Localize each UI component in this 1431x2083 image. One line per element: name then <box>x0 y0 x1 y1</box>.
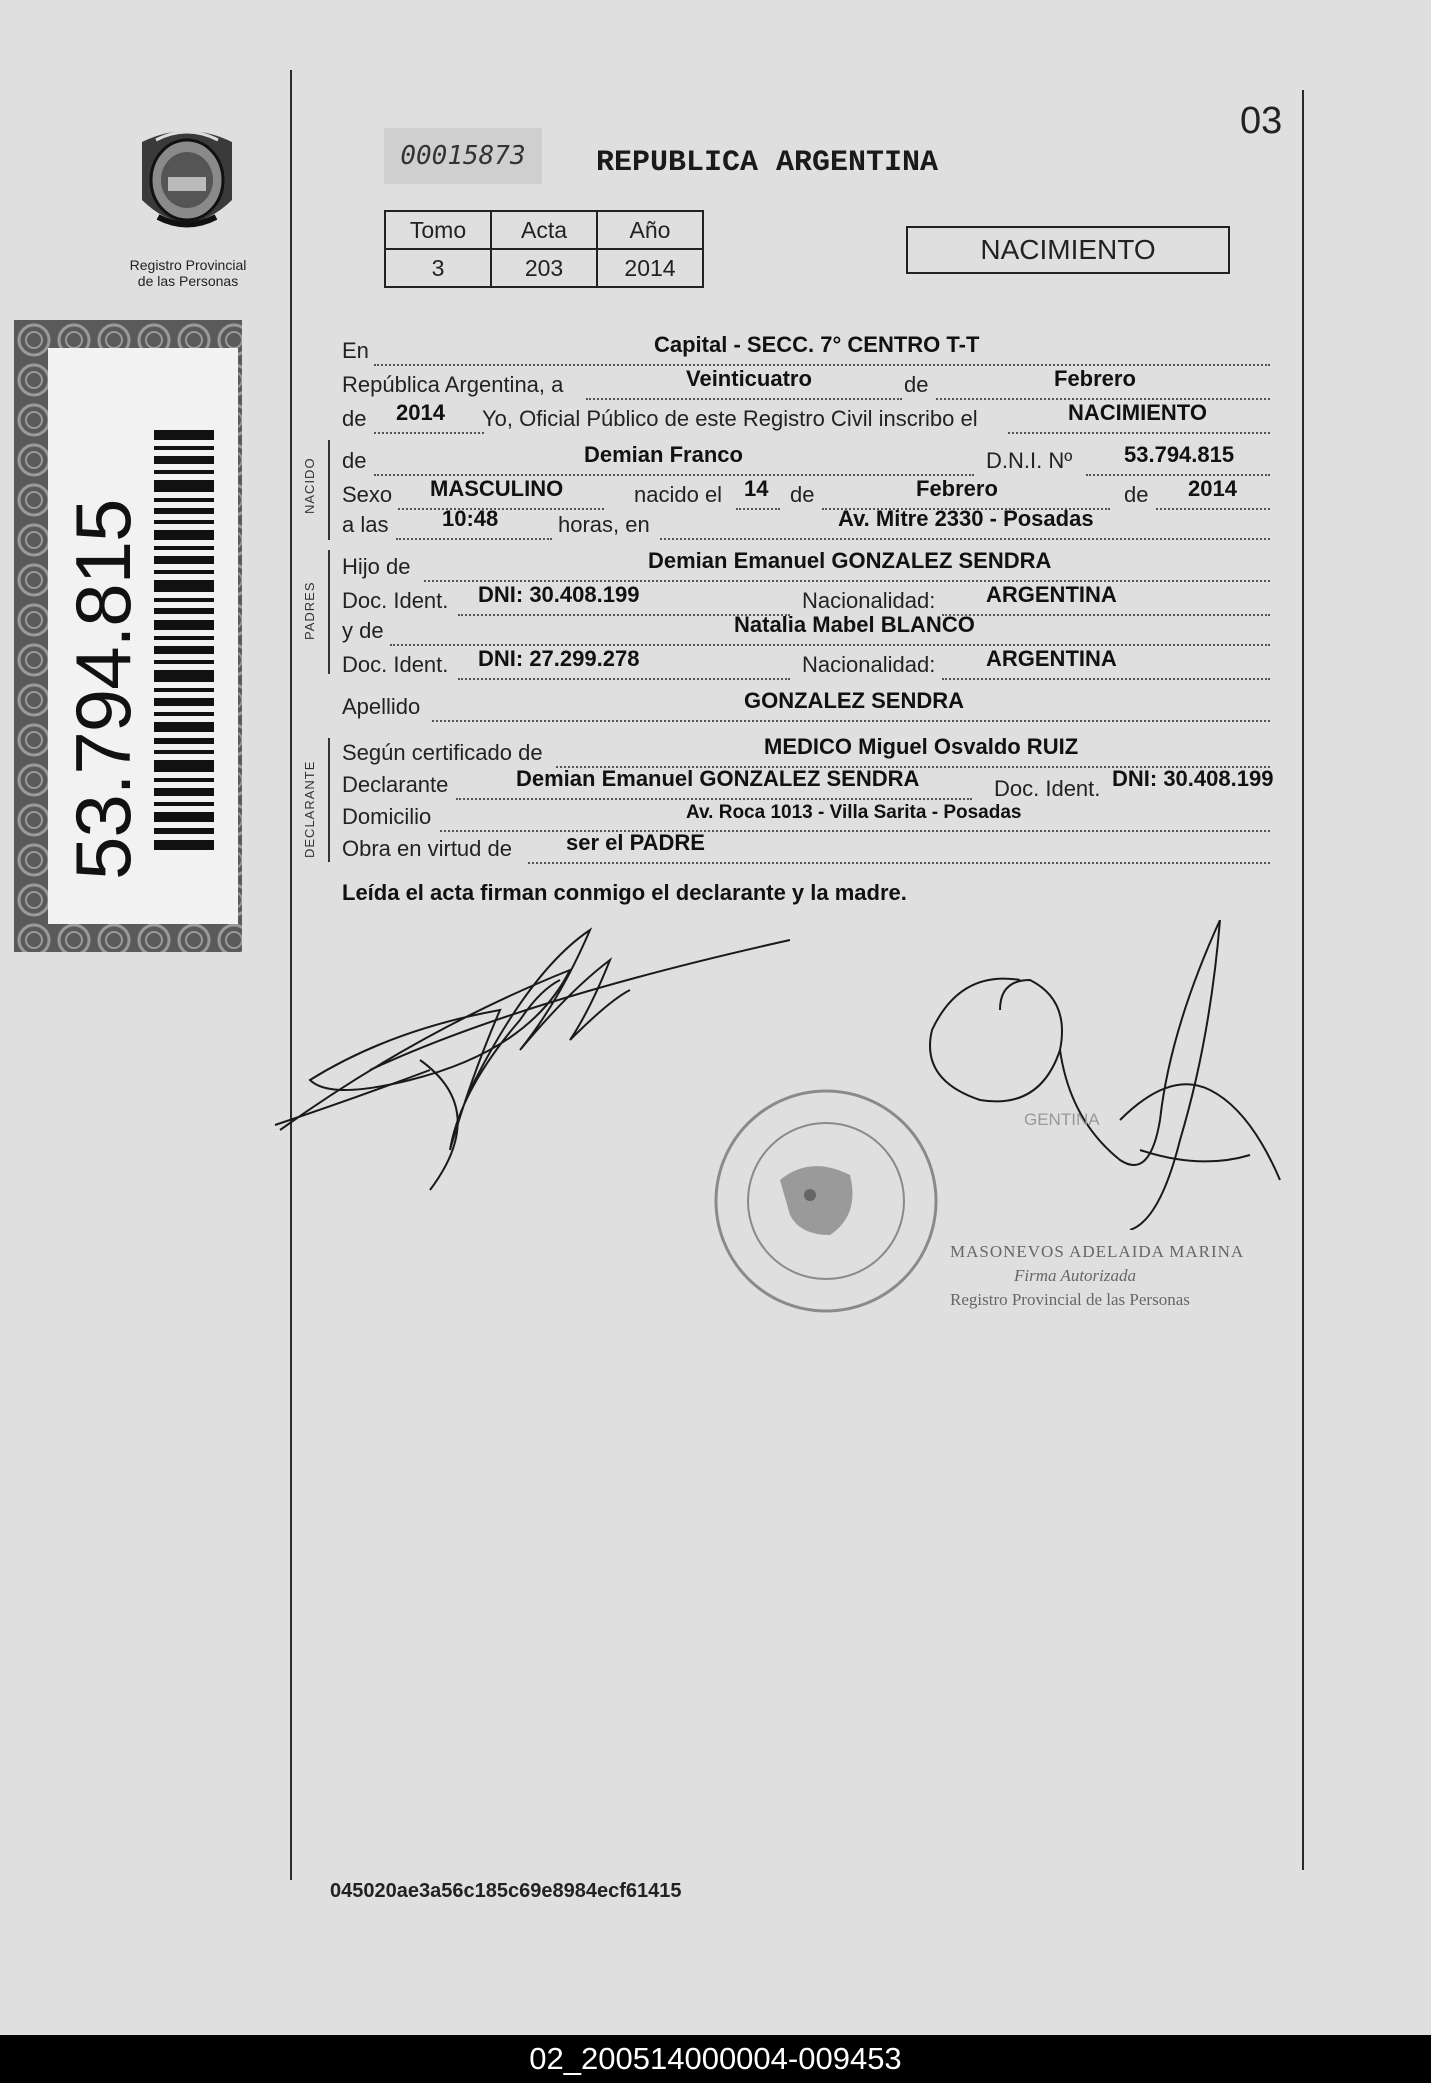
control-number: 00015873 <box>384 128 542 184</box>
authority-block <box>950 1110 1245 1312</box>
row-domicilio <box>342 804 1282 836</box>
row-statement <box>342 400 1282 438</box>
mother-doc-label: Doc. Ident. <box>342 652 449 677</box>
authority-name: MASONEVOS ADELAIDA MARINA <box>950 1242 1245 1261</box>
mother-nationality: ARGENTINA <box>986 646 1117 671</box>
ref-value-acta: 203 <box>491 249 597 287</box>
de-label-3: de <box>1124 482 1149 507</box>
domicilio-value: Av. Roca 1013 - Villa Sarita - Posadas <box>686 802 1022 823</box>
birth-place: Av. Mitre 2330 - Posadas <box>838 506 1094 531</box>
ref-header-acta: Acta <box>491 211 597 249</box>
declarante-section-label: DECLARANTE <box>302 760 317 858</box>
day-value: Veinticuatro <box>686 366 812 391</box>
authority-faint-label: GENTINA <box>1024 1110 1100 1129</box>
dni-vertical-number: 53.794.815 <box>59 499 147 880</box>
alas-label: a las <box>342 512 389 537</box>
document-hash: 045020ae3a56c185c69e8984ecf61415 <box>330 1880 682 1902</box>
year-prefix: de <box>342 406 367 431</box>
reference-table <box>384 210 704 288</box>
declarante-bracket <box>328 738 330 862</box>
de-label: de <box>904 372 929 397</box>
father-nac-label: Nacionalidad: <box>802 588 936 613</box>
father-doc-label: Doc. Ident. <box>342 588 449 613</box>
authority-office: Registro Provincial de las Personas <box>950 1290 1190 1309</box>
declarante-doc-label: Doc. Ident. <box>994 776 1101 801</box>
mother-doc: DNI: 27.299.278 <box>478 646 640 671</box>
statement-text: Yo, Oficial Público de este Registro Civil inscribo el <box>482 406 978 431</box>
nacido-bracket <box>328 440 330 540</box>
domicilio-label: Domicilio <box>342 804 432 829</box>
ref-value-tomo: 3 <box>385 249 491 287</box>
authority-role: Firma Autorizada <box>1014 1266 1137 1285</box>
apellido-value: GONZALEZ SENDRA <box>744 688 964 713</box>
record-type-box: NACIMIENTO <box>906 226 1230 274</box>
cert-label: Según certificado de <box>342 740 543 765</box>
padres-section-label: PADRES <box>302 581 317 640</box>
y-de-label: y de <box>342 618 384 643</box>
year-value: 2014 <box>396 400 445 425</box>
father-nationality: ARGENTINA <box>986 582 1117 607</box>
month-value: Febrero <box>1054 366 1136 391</box>
barcode-icon <box>154 430 214 850</box>
nacido-el-label: nacido el <box>634 482 723 507</box>
obra-value: ser el PADRE <box>566 830 705 855</box>
cert-value: MEDICO Miguel Osvaldo RUIZ <box>764 734 1079 759</box>
en-label: En <box>342 338 369 363</box>
row-nacido-hora <box>342 506 1282 544</box>
child-name: Demian Franco <box>584 442 743 467</box>
dni-label: D.N.I. Nº <box>986 448 1073 473</box>
declarante-doc: DNI: 30.408.199 <box>1112 766 1274 791</box>
child-dni: 53.794.815 <box>1124 442 1235 467</box>
birth-year: 2014 <box>1188 476 1237 501</box>
row-obra <box>342 830 1282 868</box>
sexo-label: Sexo <box>342 482 393 507</box>
row-mother-doc <box>342 646 1282 684</box>
row-apellido <box>342 688 1282 726</box>
horas-label: horas, en <box>558 512 650 537</box>
obra-label: Obra en virtud de <box>342 836 512 861</box>
birth-day: 14 <box>744 476 769 501</box>
official-signature-icon <box>920 920 1300 1230</box>
padres-bracket <box>328 550 330 674</box>
republica-label: República Argentina, a <box>342 372 564 397</box>
declarante-label: Declarante <box>342 772 449 797</box>
mother-name: Natalia Mabel BLANCO <box>734 612 975 637</box>
row-en <box>342 332 1282 370</box>
province-seal-icon <box>128 122 246 242</box>
ref-header-tomo: Tomo <box>385 211 491 249</box>
nacido-de-label: de <box>342 448 367 473</box>
birth-month: Febrero <box>916 476 998 501</box>
page-number: 03 <box>1240 100 1283 142</box>
sexo-value: MASCULINO <box>430 476 564 501</box>
birth-time: 10:48 <box>442 506 499 531</box>
right-margin-line <box>1302 90 1304 1870</box>
ref-header-ano: Año <box>597 211 703 249</box>
closing-statement: Leída el acta firman conmigo el declarante y la madre. <box>342 880 907 905</box>
father-doc: DNI: 30.408.199 <box>478 582 640 607</box>
row-declarante <box>342 766 1282 804</box>
apellido-label: Apellido <box>342 694 421 719</box>
father-name: Demian Emanuel GONZALEZ SENDRA <box>648 548 1052 573</box>
declarante-value: Demian Emanuel GONZALEZ SENDRA <box>516 766 920 791</box>
official-stamp-icon <box>710 1085 942 1317</box>
file-id-footer: 02_200514000004-009453 <box>0 2035 1431 2083</box>
mother-nac-label: Nacionalidad: <box>802 652 936 677</box>
de-label-2: de <box>790 482 815 507</box>
registry-name: Registro Provincial de las Personas <box>129 257 247 289</box>
en-value: Capital - SECC. 7° CENTRO T-T <box>654 332 980 357</box>
country-title: REPUBLICA ARGENTINA <box>596 146 939 180</box>
hijo-de-label: Hijo de <box>342 554 411 579</box>
statement-value: NACIMIENTO <box>1068 400 1207 425</box>
ref-value-ano: 2014 <box>597 249 703 287</box>
nacido-section-label: NACIDO <box>302 457 317 514</box>
